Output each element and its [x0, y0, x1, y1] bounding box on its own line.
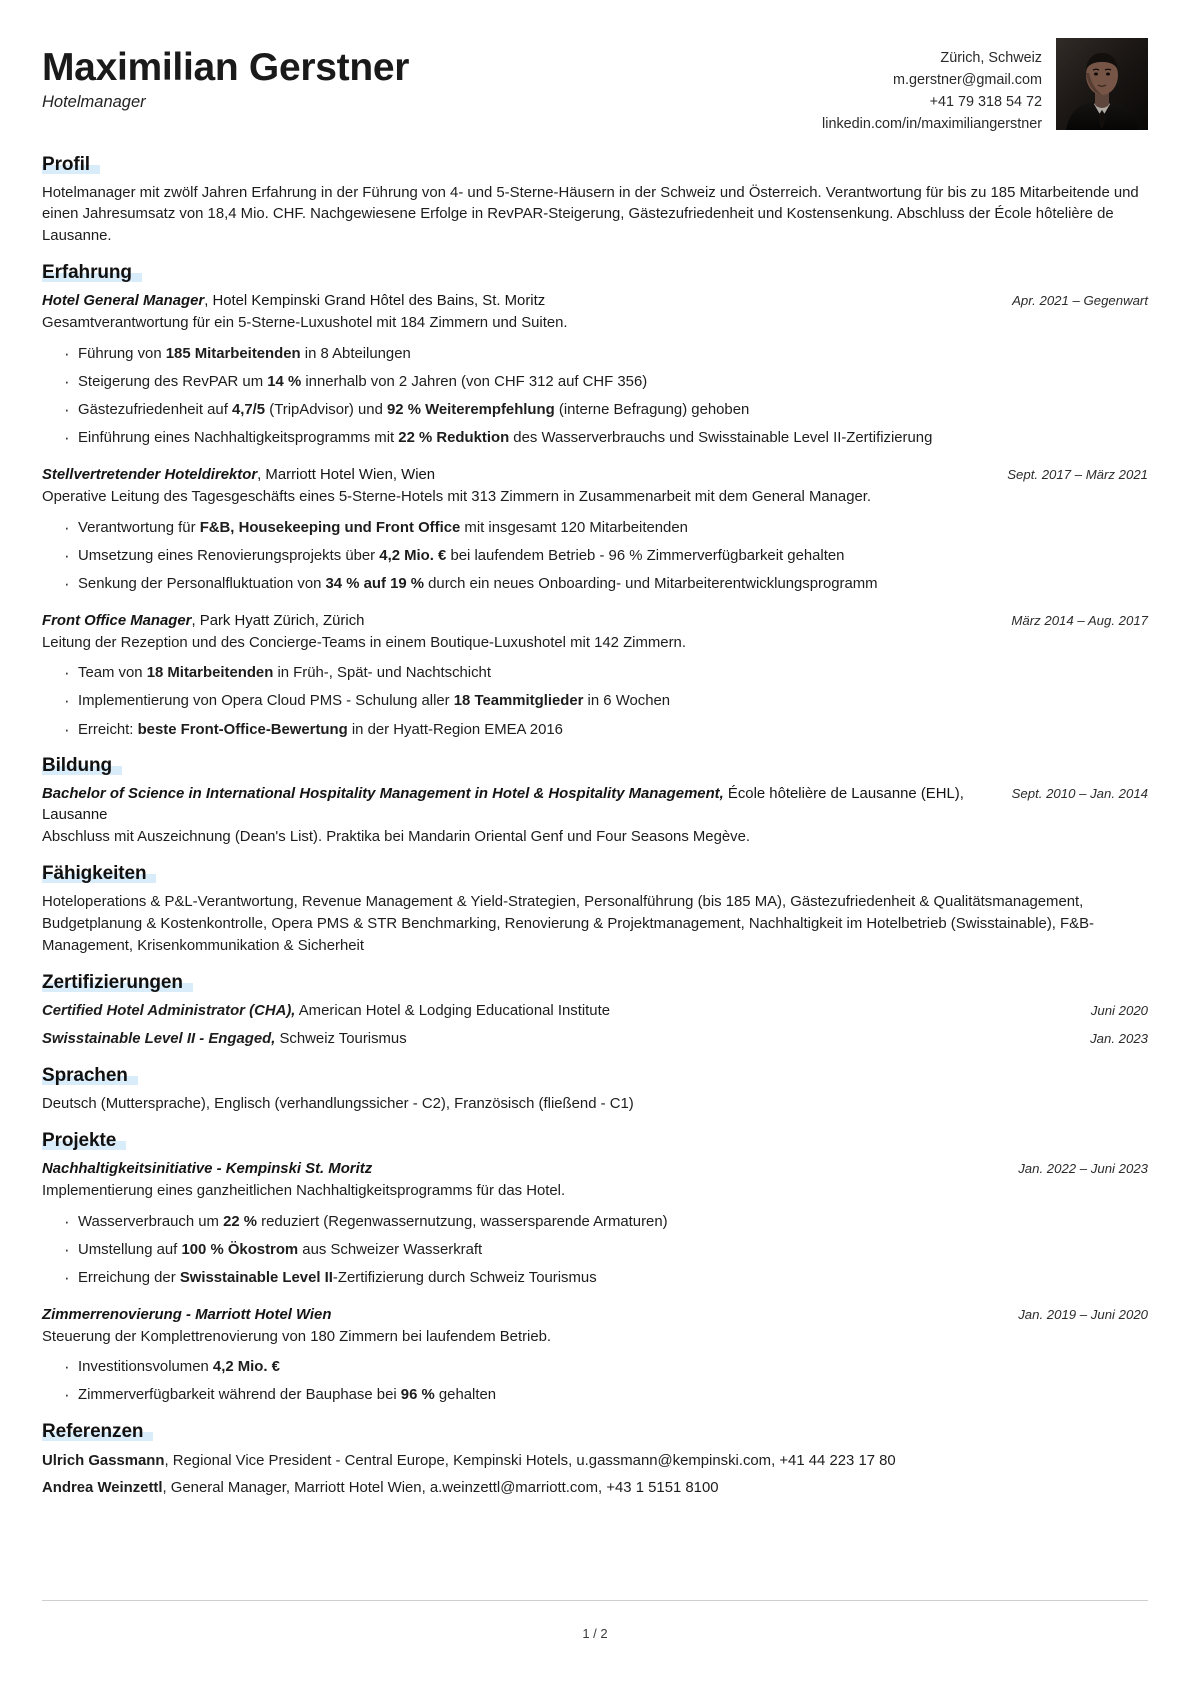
certification-date: Jan. 2023	[1090, 1031, 1148, 1047]
erfahrung-entry-list	[42, 291, 1148, 741]
entry-header	[42, 1159, 1148, 1180]
plain-text: Senkung der Personalfluktuation von	[78, 575, 326, 592]
entry-heading	[42, 1159, 1002, 1180]
reference-line	[42, 1450, 1148, 1472]
certification-text	[42, 1029, 407, 1051]
plain-text: bei laufendem Betrieb - 96 % Zimmerverfügbarkeit gehalten	[446, 547, 845, 564]
entry-summary: Operative Leitung des Tagesgeschäfts eines 5-Sterne-Hotels mit 313 Zimmern in Zusammenarbeit mit dem General Manager.	[42, 489, 872, 506]
certification-name: Swisstainable Level II - Engaged,	[42, 1031, 276, 1048]
job-title: Hotelmanager	[42, 92, 146, 111]
profil-text: Hotelmanager mit zwölf Jahren Erfahrung in der Führung von 4- und 5-Sterne-Häusern in der Schweiz und Österreich. Verantwortung für bis zu 185 Mitarbeitende und einen Jahresumsatz von 18,4 Mio. CHF. Nachgewiesene Erfolge in RevPAR-Steigerung, Gästezufriedenheit und Kostensenkung. Abschluss der École hôtelière de Lausanne.	[42, 184, 1139, 245]
emphasis-text: Swisstainable Level II	[179, 1269, 333, 1286]
plain-text: Erreichung der	[78, 1269, 180, 1286]
entry-date: Jan. 2019 – Juni 2020	[1018, 1306, 1148, 1322]
entry	[42, 1305, 1148, 1407]
plain-text: Team von	[78, 665, 147, 682]
emphasis-text: F&B, Housekeeping und Front Office	[199, 519, 461, 536]
bullet-item	[64, 691, 1148, 713]
entry-date: März 2014 – Aug. 2017	[1011, 612, 1148, 628]
bullet-list	[42, 1212, 1148, 1290]
entry-summary: Leitung der Rezeption und des Concierge-Teams in einem Boutique-Luxushotel mit 142 Zimmern.	[42, 634, 686, 651]
entry-heading	[42, 1305, 1002, 1326]
section-profil	[42, 154, 1148, 249]
plain-text: (interne Befragung) gehoben	[554, 402, 750, 419]
section-title-sprachen	[42, 1065, 128, 1087]
certification-row	[42, 1001, 1148, 1023]
entry-header	[42, 784, 1148, 826]
entry-summary: Abschluss mit Auszeichnung (Dean's List). Praktika bei Mandarin Oriental Genf und Four Seasons Megève.	[42, 829, 751, 846]
entry-role: Hotel General Manager	[42, 293, 205, 310]
zertifizierungen-list	[42, 1001, 1148, 1051]
section-referenzen	[42, 1421, 1148, 1500]
plain-text: Einführung eines Nachhaltigkeitsprogramms mit	[78, 430, 399, 447]
section-title-text: Bildung	[42, 755, 113, 777]
identity-block	[42, 38, 409, 112]
section-erfahrung	[42, 262, 1148, 741]
section-title-faehigkeiten	[42, 863, 146, 885]
entry-header	[42, 291, 1148, 312]
bullet-item	[64, 372, 1148, 394]
contact-block	[822, 38, 1148, 136]
section-title-projekte	[42, 1130, 116, 1152]
section-title-text: Fähigkeiten	[42, 863, 147, 885]
section-sprachen	[42, 1065, 1148, 1116]
entry-heading	[42, 465, 991, 486]
certification-row	[42, 1029, 1148, 1051]
referenzen-list	[42, 1450, 1148, 1500]
resume-header	[42, 38, 1148, 136]
bullet-list	[42, 663, 1148, 741]
portrait-photo-icon	[1056, 38, 1148, 130]
emphasis-text: 18 Mitarbeitenden	[146, 665, 274, 682]
emphasis-text: 34 % auf 19 %	[325, 575, 425, 592]
entry-role: Stellvertretender Hoteldirektor	[42, 466, 258, 483]
contact-phone[interactable]: +41 79 318 54 72	[929, 93, 1042, 110]
sprachen-text: Deutsch (Muttersprache), Englisch (verhandlungssicher - C2), Französisch (fließend - C1)	[42, 1096, 634, 1113]
emphasis-text: 4,2 Mio. €	[212, 1359, 280, 1376]
emphasis-text: 185 Mitarbeitenden	[165, 346, 301, 363]
entry-date: Apr. 2021 – Gegenwart	[1012, 293, 1148, 309]
page-number: 1 / 2	[582, 1626, 608, 1641]
plain-text: in 6 Wochen	[583, 693, 671, 710]
plain-text: Umsetzung eines Renovierungsprojekts über	[78, 547, 380, 564]
entry	[42, 1159, 1148, 1290]
certification-name: Certified Hotel Administrator (CHA),	[42, 1002, 296, 1019]
contact-location: Zürich, Schweiz	[940, 50, 1042, 66]
bullet-item	[64, 720, 1148, 742]
reference-name: Andrea Weinzettl	[42, 1480, 163, 1497]
emphasis-text: 22 %	[223, 1213, 258, 1230]
section-projekte	[42, 1130, 1148, 1407]
entry	[42, 291, 1148, 450]
entry-organisation: , Marriott Hotel Wien, Wien	[257, 466, 436, 483]
entry-organisation: École hôtelière de Lausanne (EHL), Lausanne	[42, 786, 964, 824]
reference-details: , Regional Vice President - Central Europe, Kempinski Hotels, u.gassmann@kempinski.com, +41 44 223 17 80	[164, 1453, 896, 1470]
emphasis-text: 4,7/5	[231, 402, 266, 419]
plain-text: mit insgesamt 120 Mitarbeitenden	[460, 519, 688, 536]
bullet-item	[64, 428, 1148, 450]
entry-heading	[42, 291, 996, 312]
plain-text: Verantwortung für	[78, 519, 200, 536]
emphasis-text: 4,2 Mio. €	[379, 547, 447, 564]
section-title-profil	[42, 154, 90, 176]
entry-role: Zimmerrenovierung - Marriott Hotel Wien	[42, 1306, 332, 1323]
section-title-text: Referenzen	[42, 1421, 144, 1443]
plain-text: -Zertifizierung durch Schweiz Tourismus	[332, 1269, 597, 1286]
entry-summary: Gesamtverantwortung für ein 5-Sterne-Luxushotel mit 184 Zimmern und Suiten.	[42, 315, 568, 332]
section-bildung	[42, 755, 1148, 849]
entry-heading	[42, 784, 996, 826]
section-faehigkeiten	[42, 863, 1148, 958]
plain-text: des Wasserverbrauchs und Swisstainable Level II-Zertifizierung	[509, 430, 933, 447]
bullet-item	[64, 1268, 1148, 1290]
certification-issuer: Schweiz Tourismus	[275, 1031, 407, 1048]
reference-details: , General Manager, Marriott Hotel Wien, a.weinzettl@marriott.com, +43 1 5151 8100	[162, 1480, 719, 1497]
certification-text	[42, 1001, 610, 1023]
plain-text: durch ein neues Onboarding- und Mitarbeiterentwicklungsprogramm	[424, 575, 878, 592]
emphasis-text: 22 % Reduktion	[398, 430, 510, 447]
plain-text: reduziert (Regenwassernutzung, wassersparende Armaturen)	[257, 1213, 668, 1230]
plain-text: in 8 Abteilungen	[300, 346, 411, 363]
bullet-item	[64, 1212, 1148, 1234]
contact-email[interactable]: m.gerstner@gmail.com	[893, 71, 1042, 88]
entry-header	[42, 611, 1148, 632]
entry-header	[42, 1305, 1148, 1326]
name-wrapper	[42, 48, 409, 89]
section-title-text: Projekte	[42, 1129, 117, 1151]
entry-role: Front Office Manager	[42, 612, 192, 629]
avatar	[1056, 38, 1148, 130]
bullet-item	[64, 400, 1148, 422]
faehigkeiten-text: Hoteloperations & P&L-Verantwortung, Revenue Management & Yield-Strategien, Personalführung (bis 185 MA), Gästezufriedenheit & Qualitätsmanagement, Budgetplanung & Kostenkontrolle, Opera PMS & STR Benchmarking, Renovierung & Projektmanagement, Nachhaltigkeit im Hotelbetrieb (Swisstainable), F&B-Management, Krisenkommunikation & Sicherheit	[42, 894, 1094, 954]
entry-date: Sept. 2010 – Jan. 2014	[1011, 786, 1148, 802]
plain-text: Umstellung auf	[78, 1241, 182, 1258]
plain-text: Führung von	[78, 346, 166, 363]
plain-text: Investitionsvolumen	[78, 1359, 213, 1376]
emphasis-text: 92 % Weiterempfehlung	[387, 402, 555, 419]
plain-text: aus Schweizer Wasserkraft	[298, 1241, 483, 1258]
plain-text: Zimmerverfügbarkeit während der Bauphase bei	[78, 1387, 401, 1404]
entry-date: Sept. 2017 – März 2021	[1007, 466, 1148, 482]
plain-text: (TripAdvisor) und	[265, 402, 388, 419]
bullet-item	[64, 344, 1148, 366]
certification-date: Juni 2020	[1090, 1002, 1148, 1018]
projekte-entry-list	[42, 1159, 1148, 1407]
plain-text: Steigerung des RevPAR um	[78, 374, 268, 391]
emphasis-text: 14 %	[267, 374, 302, 391]
bullet-list	[42, 518, 1148, 596]
entry-summary: Steuerung der Komplettrenovierung von 180 Zimmern bei laufendem Betrieb.	[42, 1328, 552, 1345]
emphasis-text: beste Front-Office-Bewertung	[137, 721, 348, 738]
section-title-referenzen	[42, 1421, 143, 1443]
plain-text: in der Hyatt-Region EMEA 2016	[347, 721, 563, 738]
entry-organisation: , Hotel Kempinski Grand Hôtel des Bains, St. Moritz	[204, 293, 546, 310]
section-title-text: Profil	[42, 153, 90, 175]
page-title: Maximilian Gerstner	[42, 46, 410, 89]
reference-name: Ulrich Gassmann	[42, 1453, 165, 1470]
emphasis-text: 18 Teammitglieder	[453, 693, 584, 710]
plain-text: Wasserverbrauch um	[78, 1213, 224, 1230]
plain-text: Erreicht:	[78, 721, 138, 738]
bildung-entry-list	[42, 784, 1148, 849]
plain-text: Gästezufriedenheit auf	[78, 402, 232, 419]
section-title-bildung	[42, 755, 112, 777]
certification-issuer: American Hotel & Lodging Educational Institute	[295, 1002, 610, 1019]
section-title-text: Zertifizierungen	[42, 971, 183, 993]
bullet-item	[64, 518, 1148, 540]
bullet-item	[64, 1385, 1148, 1407]
entry-role: Nachhaltigkeitsinitiative - Kempinski St. Moritz	[42, 1160, 373, 1177]
entry	[42, 465, 1148, 596]
plain-text: Implementierung von Opera Cloud PMS - Schulung aller	[78, 693, 454, 710]
emphasis-text: 96 %	[400, 1387, 435, 1404]
plain-text: gehalten	[434, 1387, 497, 1404]
section-title-text: Erfahrung	[42, 262, 132, 284]
section-zertifizierungen	[42, 972, 1148, 1051]
section-title-zertifizierungen	[42, 972, 183, 994]
section-title-text: Sprachen	[42, 1065, 128, 1087]
entry	[42, 611, 1148, 742]
entry-header	[42, 465, 1148, 486]
bullet-item	[64, 663, 1148, 685]
entry-summary: Implementierung eines ganzheitlichen Nachhaltigkeitsprogramms für das Hotel.	[42, 1183, 566, 1200]
contact-details	[822, 38, 1042, 136]
entry-heading	[42, 611, 995, 632]
contact-linkedin[interactable]: linkedin.com/in/maximiliangerstner	[822, 115, 1042, 132]
bullet-item	[64, 546, 1148, 568]
entry-role: Bachelor of Science in International Hospitality Management in Hotel & Hospitality Management,	[42, 786, 724, 803]
reference-line	[42, 1477, 1148, 1499]
section-title-erfahrung	[42, 262, 132, 284]
entry-date: Jan. 2022 – Juni 2023	[1018, 1160, 1148, 1176]
bullet-list	[42, 344, 1148, 450]
entry	[42, 784, 1148, 849]
footer-divider	[42, 1600, 1148, 1601]
bullet-item	[64, 1357, 1148, 1379]
bullet-list	[42, 1357, 1148, 1407]
entry-organisation: , Park Hyatt Zürich, Zürich	[191, 612, 365, 629]
bullet-item	[64, 1240, 1148, 1262]
plain-text: innerhalb von 2 Jahren (von CHF 312 auf CHF 356)	[301, 374, 648, 391]
bullet-item	[64, 574, 1148, 596]
emphasis-text: 100 % Ökostrom	[181, 1241, 299, 1258]
plain-text: in Früh-, Spät- und Nachtschicht	[273, 665, 491, 682]
